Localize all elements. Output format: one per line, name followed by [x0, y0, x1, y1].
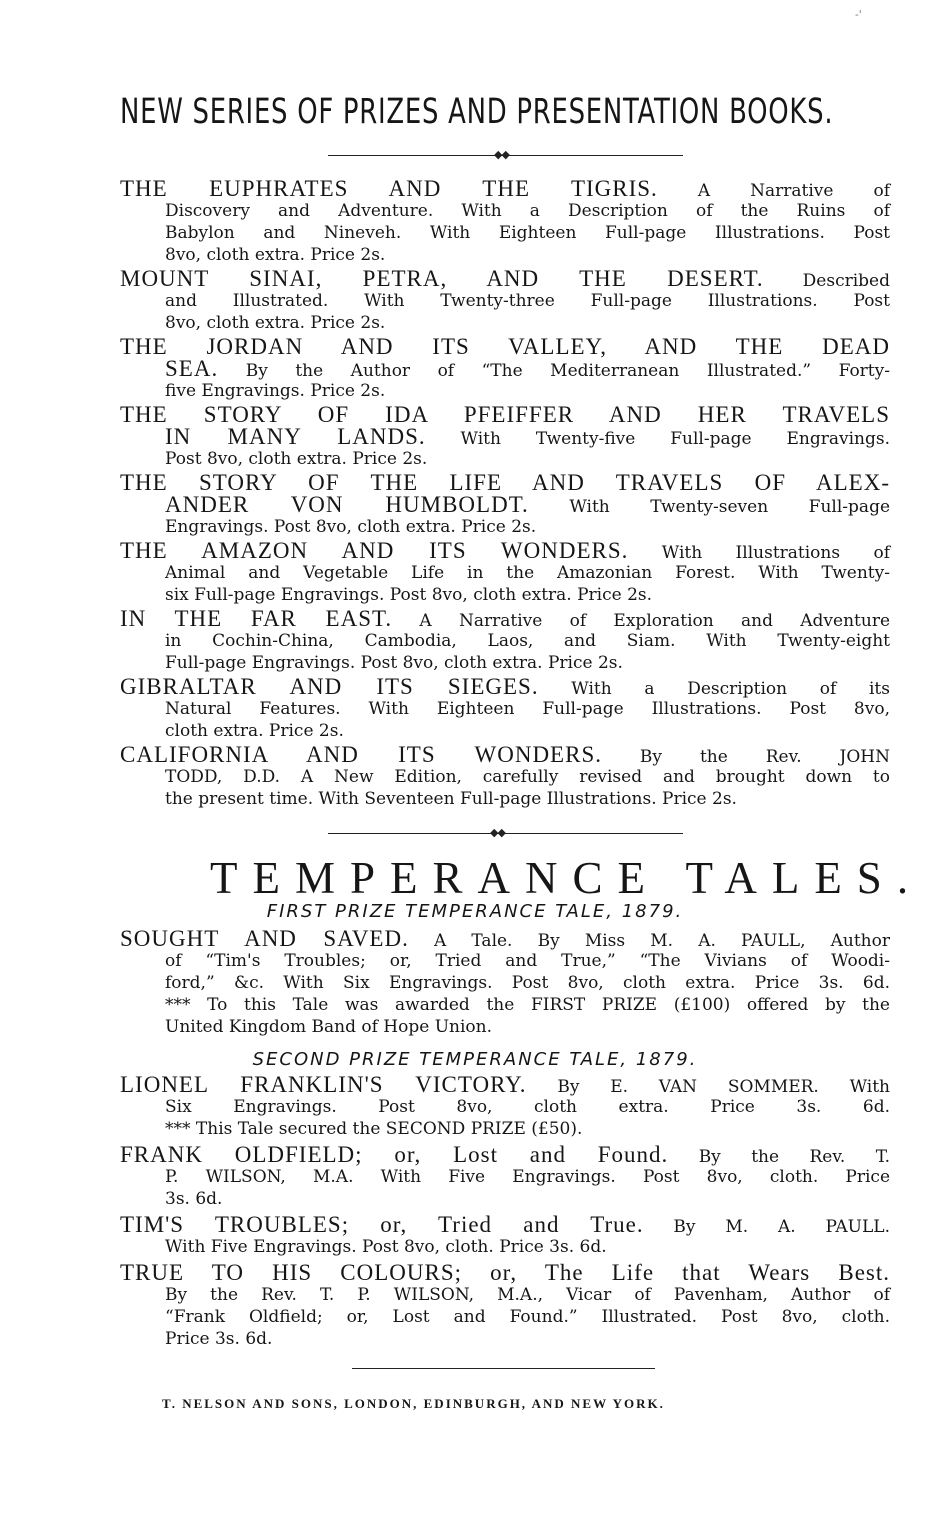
entry-title: LIONEL FRANKLIN'S VICTORY.: [120, 1072, 527, 1097]
entry-text: *** This Tale secured the SECOND PRIZE (£50).: [165, 1119, 583, 1139]
entry-title: IN MANY LANDS.: [165, 424, 426, 449]
entry-text: Described: [763, 271, 890, 291]
first-prize-heading: FIRST PRIZE TEMPERANCE TALE, 1879.: [266, 901, 684, 922]
entry-line: [120, 652, 890, 674]
second-prize-heading: SECOND PRIZE TEMPERANCE TALE, 1879.: [252, 1049, 698, 1070]
book-entry: [120, 928, 890, 1038]
divider-ornament: ◆◆: [490, 826, 505, 839]
book-entry: [120, 268, 890, 334]
first-prize-list: [120, 928, 890, 1040]
entry-title: TIM'S TROUBLES; or, Tried and True.: [120, 1212, 644, 1237]
entry-title: SOUGHT AND SAVED.: [120, 926, 409, 951]
entry-text: Full-page Engravings. Post 8vo, cloth extra. Price 2s.: [165, 653, 623, 673]
entry-line: [120, 244, 890, 266]
temperance-title: TEMPERANCE TALES.: [210, 853, 924, 903]
entry-line: [120, 928, 890, 950]
entry-line: [120, 268, 890, 290]
entry-text: 8vo, cloth extra. Price 2s.: [165, 313, 386, 333]
entry-line: [120, 630, 890, 652]
entry-line: [120, 312, 890, 334]
entry-text: With Twenty-seven Full-page: [528, 497, 891, 517]
entry-line: [120, 766, 890, 788]
book-entry: [120, 540, 890, 606]
book-entry: [120, 472, 890, 538]
entry-title: THE JORDAN AND ITS VALLEY, AND THE DEAD: [120, 334, 890, 359]
divider-rule: [352, 1368, 655, 1369]
entry-line: [120, 290, 890, 312]
entry-text: With Twenty-five Full-page Engravings.: [425, 429, 890, 449]
entry-text: Post 8vo, cloth extra. Price 2s.: [165, 449, 428, 469]
entry-title: ANDER VON HUMBOLDT.: [165, 492, 529, 517]
entry-line: [120, 608, 890, 630]
entry-line: [120, 562, 890, 584]
entry-text: the present time. With Seventeen Full-page Illustrations. Price 2s.: [165, 789, 737, 809]
entry-text: TODD, D.D. A New Edition, carefully revised and brought down to: [165, 767, 890, 787]
page-mark: -': [855, 8, 862, 21]
entry-line: [120, 380, 890, 402]
entry-line: [120, 494, 890, 516]
entry-text: ford,” &c. With Six Engravings. Post 8vo, cloth extra. Price 3s. 6d.: [165, 973, 890, 993]
entry-text: Animal and Vegetable Life in the Amazonian Forest. With Twenty-: [165, 563, 890, 583]
entry-line: [120, 744, 890, 766]
entry-line: [120, 1118, 890, 1140]
entry-text: A Tale. By Miss M. A. PAULL, Author: [408, 931, 890, 951]
entry-line: [120, 1096, 890, 1118]
entry-line: [120, 788, 890, 810]
entry-line: [120, 358, 890, 380]
book-list: [120, 178, 890, 812]
entry-line: [120, 1074, 890, 1096]
entry-line: [120, 448, 890, 470]
entry-line: [120, 336, 890, 358]
entry-line: [120, 584, 890, 606]
entry-line: [120, 1236, 890, 1258]
entry-text: By the Rev. T.: [668, 1147, 890, 1167]
entry-line: [120, 1262, 890, 1284]
entry-line: [120, 1166, 890, 1188]
second-prize-list: [120, 1074, 890, 1354]
page-title: NEW SERIES OF PRIZES AND PRESENTATION BOOKS.: [120, 92, 834, 132]
entry-title: TRUE TO HIS COLOURS; or, The Life that Wears Best.: [120, 1260, 890, 1285]
entry-line: [120, 1306, 890, 1328]
entry-line: [120, 972, 890, 994]
entry-line: [120, 676, 890, 698]
entry-line: [120, 540, 890, 562]
entry-text: A Narrative of: [657, 181, 890, 201]
book-entry: [120, 1262, 890, 1350]
entry-text: By E. VAN SOMMER. With: [526, 1077, 891, 1097]
book-entry: [120, 1144, 890, 1210]
entry-line: [120, 516, 890, 538]
entry-text: Discovery and Adventure. With a Description of the Ruins of: [165, 201, 890, 221]
entry-line: [120, 472, 890, 494]
publisher-footer: T. NELSON AND SONS, LONDON, EDINBURGH, AND NEW YORK.: [162, 1396, 665, 1411]
entry-text: A Narrative of Exploration and Adventure: [392, 611, 891, 631]
entry-line: [120, 1144, 890, 1166]
entry-text: “Frank Oldfield; or, Lost and Found.” Illustrated. Post 8vo, cloth.: [165, 1307, 890, 1327]
entry-text: By M. A. PAULL.: [643, 1217, 890, 1237]
entry-text: By the Rev. T. P. WILSON, M.A., Vicar of Pavenham, Author of: [165, 1285, 890, 1305]
entry-text: Price 3s. 6d.: [165, 1329, 273, 1349]
entry-text: With Five Engravings. Post 8vo, cloth. Price 3s. 6d.: [165, 1237, 607, 1257]
entry-title: IN THE FAR EAST.: [120, 606, 393, 631]
entry-line: [120, 1328, 890, 1350]
entry-line: [120, 720, 890, 742]
book-entry: [120, 336, 890, 402]
entry-title: FRANK OLDFIELD; or, Lost and Found.: [120, 1142, 669, 1167]
entry-text: With Illustrations of: [628, 543, 890, 563]
entry-line: [120, 950, 890, 972]
book-entry: [120, 1214, 890, 1258]
entry-title: THE EUPHRATES AND THE TIGRIS.: [120, 176, 658, 201]
entry-title: CALIFORNIA AND ITS WONDERS.: [120, 742, 602, 767]
entry-line: [120, 994, 890, 1016]
entry-line: [120, 1016, 890, 1038]
entry-title: MOUNT SINAI, PETRA, AND THE DESERT.: [120, 266, 764, 291]
entry-text: 8vo, cloth extra. Price 2s.: [165, 245, 386, 265]
entry-text: P. WILSON, M.A. With Five Engravings. Post 8vo, cloth. Price: [165, 1167, 890, 1187]
book-entry: [120, 608, 890, 674]
entry-text: cloth extra. Price 2s.: [165, 721, 344, 741]
entry-text: By the Author of “The Mediterranean Illustrated.” Forty-: [218, 361, 890, 381]
entry-line: [120, 698, 890, 720]
entry-text: *** To this Tale was awarded the FIRST PRIZE (£100) offered by the: [165, 995, 890, 1015]
entry-line: [120, 1284, 890, 1306]
entry-line: [120, 222, 890, 244]
entry-line: [120, 178, 890, 200]
entry-text: Six Engravings. Post 8vo, cloth extra. Price 3s. 6d.: [165, 1097, 890, 1117]
entry-text: six Full-page Engravings. Post 8vo, cloth extra. Price 2s.: [165, 585, 653, 605]
entry-line: [120, 404, 890, 426]
entry-text: in Cochin-China, Cambodia, Laos, and Siam. With Twenty-eight: [165, 631, 890, 651]
book-entry: [120, 676, 890, 742]
entry-line: [120, 426, 890, 448]
entry-text: With a Description of its: [538, 679, 890, 699]
book-entry: [120, 1074, 890, 1140]
entry-line: [120, 1188, 890, 1210]
entry-line: [120, 200, 890, 222]
book-entry: [120, 178, 890, 266]
book-entry: [120, 744, 890, 810]
divider-ornament: ◆◆: [494, 148, 509, 161]
entry-text: Natural Features. With Eighteen Full-page Illustrations. Post 8vo,: [165, 699, 890, 719]
entry-text: 3s. 6d.: [165, 1189, 223, 1209]
entry-title: THE STORY OF IDA PFEIFFER AND HER TRAVELS: [120, 402, 890, 427]
entry-title: GIBRALTAR AND ITS SIEGES.: [120, 674, 539, 699]
entry-title: THE AMAZON AND ITS WONDERS.: [120, 538, 629, 563]
entry-text: of “Tim's Troubles; or, Tried and True,” “The Vivians of Woodi-: [165, 951, 890, 971]
entry-text: Babylon and Nineveh. With Eighteen Full-page Illustrations. Post: [165, 223, 890, 243]
book-entry: [120, 404, 890, 470]
entry-text: By the Rev. JOHN: [601, 747, 890, 767]
entry-text: Engravings. Post 8vo, cloth extra. Price 2s.: [165, 517, 537, 537]
entry-text: United Kingdom Band of Hope Union.: [165, 1017, 493, 1037]
entry-title: SEA.: [165, 356, 219, 381]
divider-rule: [328, 833, 683, 834]
entry-line: [120, 1214, 890, 1236]
entry-text: five Engravings. Price 2s.: [165, 381, 386, 401]
entry-title: THE STORY OF THE LIFE AND TRAVELS OF ALEX-: [120, 470, 890, 495]
entry-text: and Illustrated. With Twenty-three Full-page Illustrations. Post: [165, 291, 890, 311]
